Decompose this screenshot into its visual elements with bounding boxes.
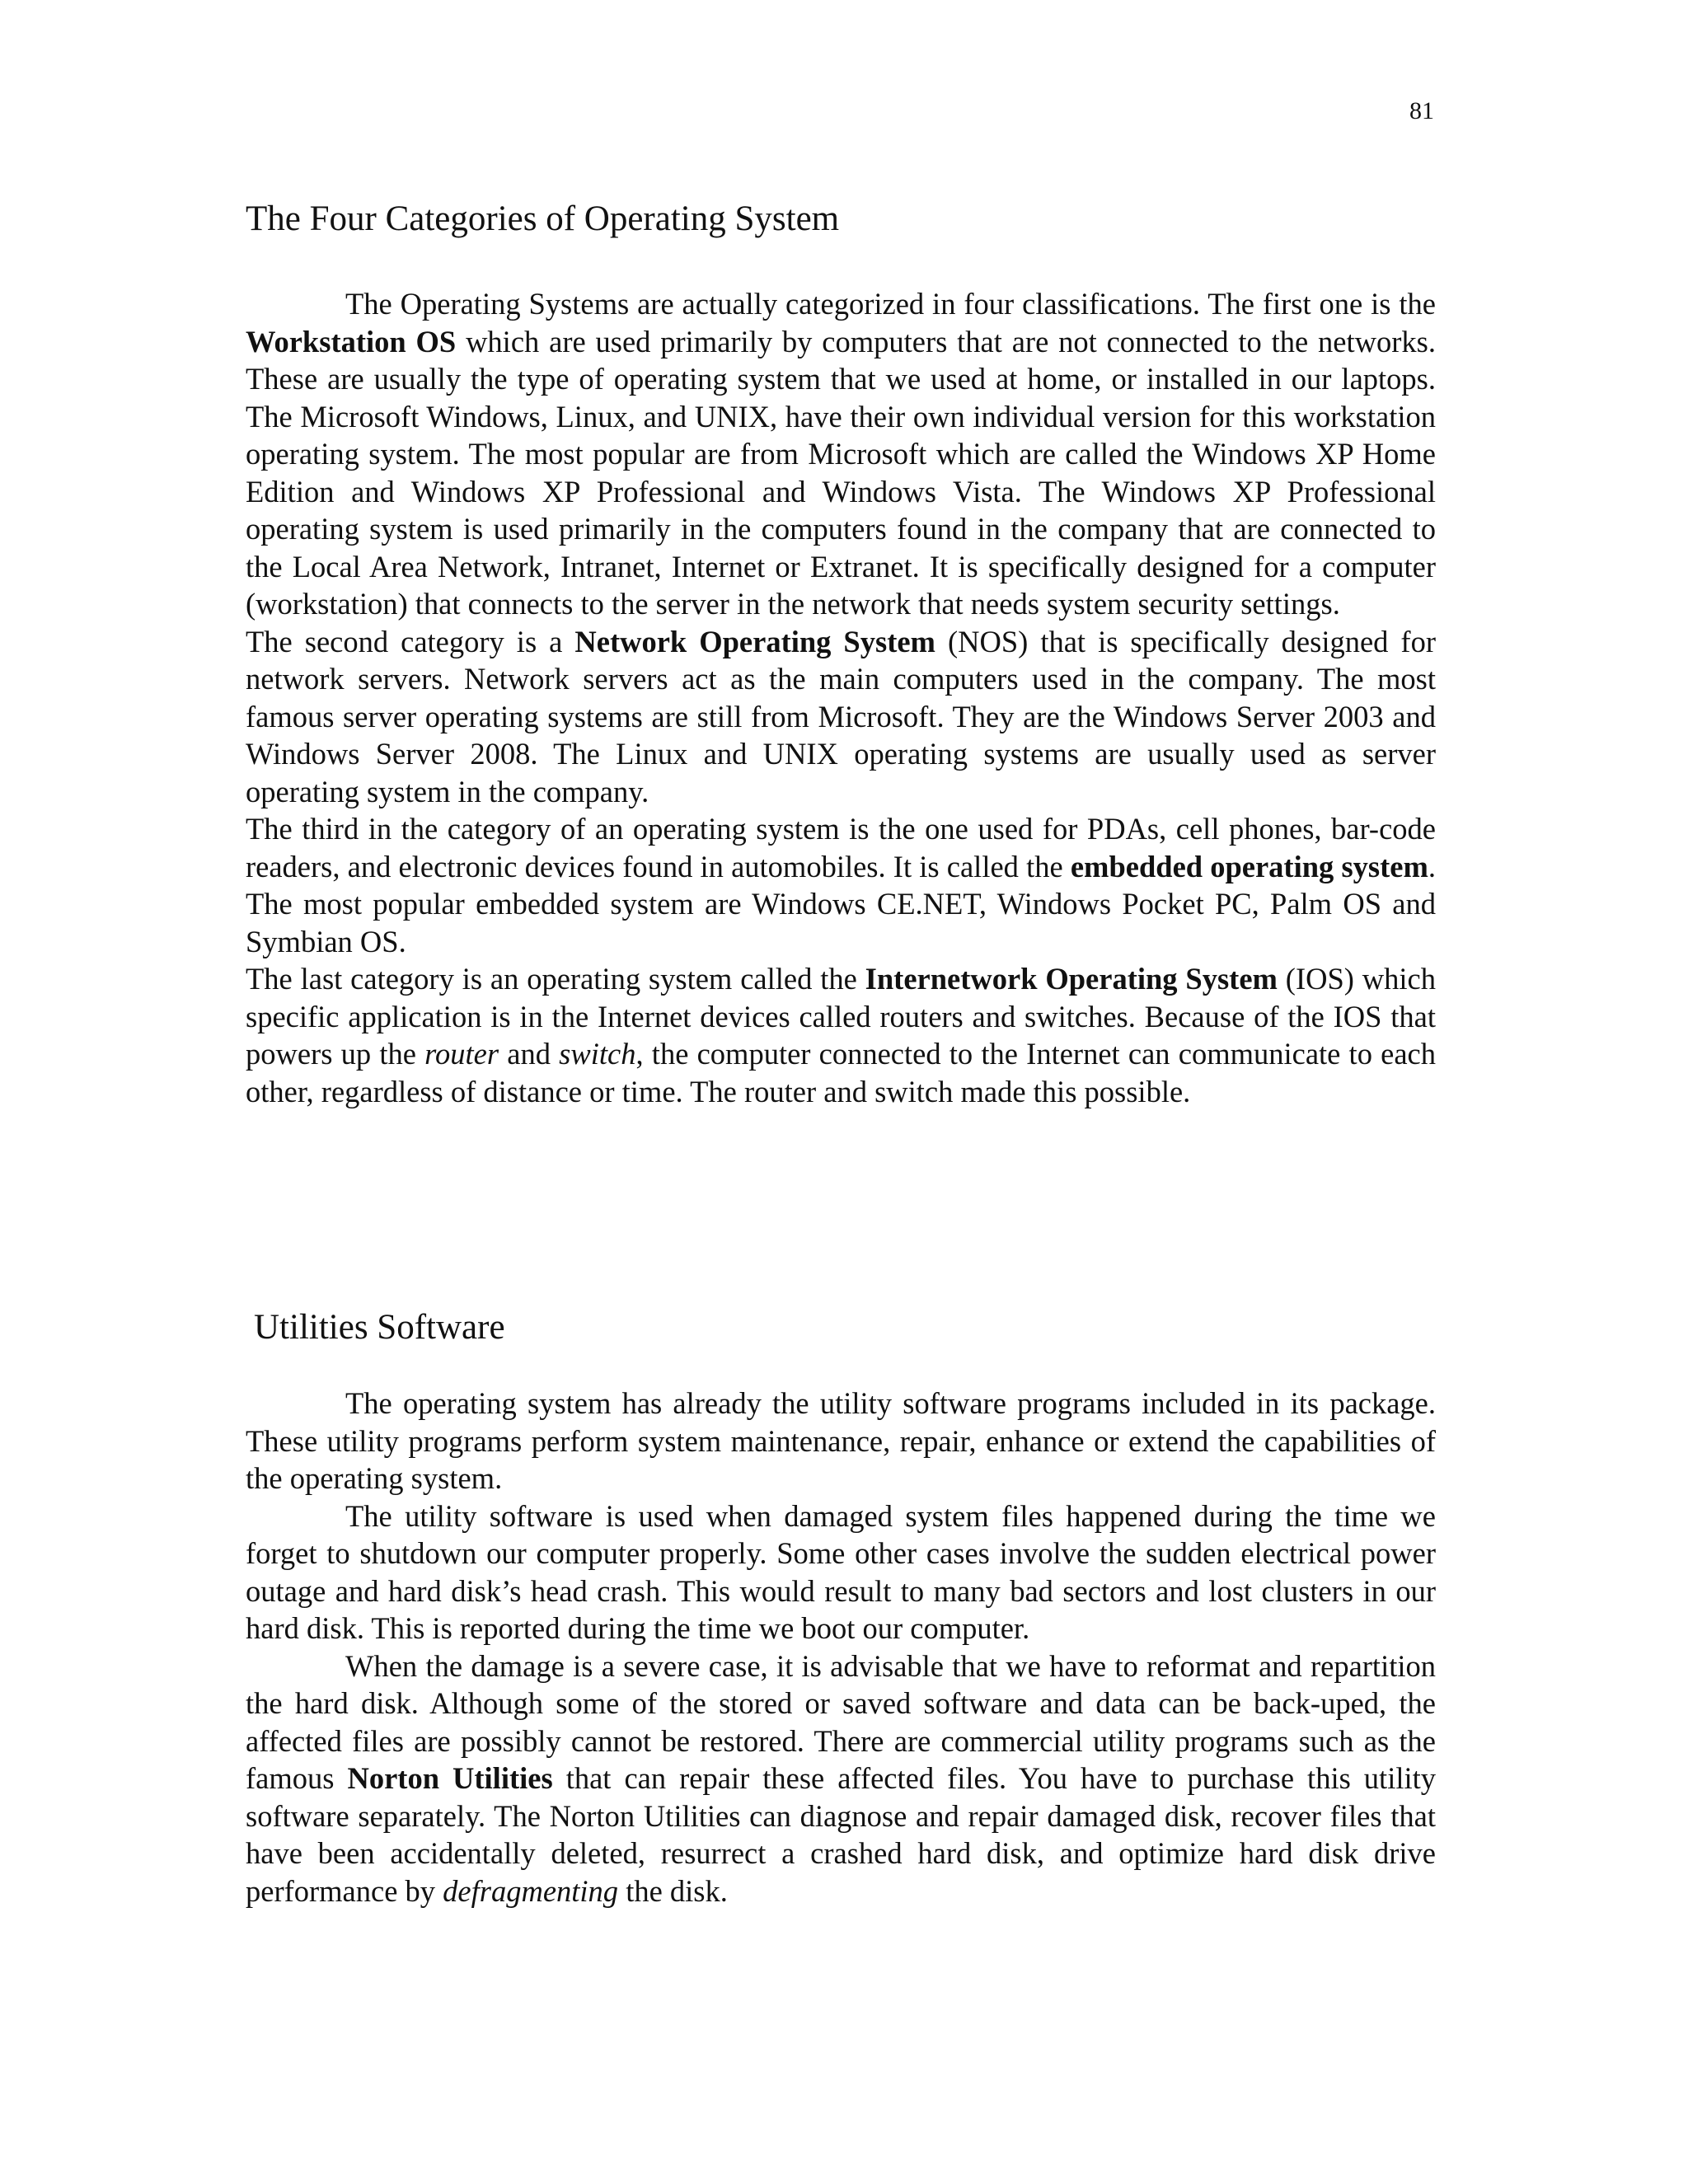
italic-term-defragmenting: defragmenting	[443, 1873, 619, 1908]
bold-term-internetwork-os: Internetwork Operating System	[865, 962, 1278, 996]
paragraph-norton-utilities	[246, 1647, 1436, 1910]
text-run: . The most popular embedded system are Windows CE.NET, Windows Pocket PC, Palm OS and Symbian OS.	[246, 849, 1436, 958]
italic-term-router: router	[424, 1037, 499, 1071]
text-run: which are used primarily by computers that are not connected to the networks. These are usually the type of operating system that we used at home, or installed in our laptops. The Microsoft Windows, Linux, and UNIX, have their own individual version for this workstation operating system. The most popular are from Microsoft which are called the Windows XP Home Edition and Windows XP Professional and Windows Vista. The Windows XP Professional operating system is used primarily in the computers found in the company that are connected to the Local Area Network, Intranet, Internet or Extranet. It is specifically designed for a computer (workstation) that connects to the server in the network that needs system security settings.	[246, 324, 1436, 621]
paragraph-internetwork-os	[246, 960, 1436, 1110]
text-run: When the damage is a severe case, it is advisable that we have to reformat and repartition the hard disk. Although some of the stored or saved software and data can be back-uped, the affected files are possibly cannot be restored. There are commercial utility programs such as the famous	[246, 1648, 1436, 1795]
text-run: (IOS) which specific application is in the Internet devices called routers and switches. Because of the IOS that powers up the	[246, 962, 1437, 1071]
section-heading-utilities-software: Utilities Software	[254, 1308, 505, 1347]
text-run: The second category is a	[246, 624, 575, 658]
paragraph-network-os	[246, 623, 1436, 811]
bold-term-norton-utilities: Norton Utilities	[347, 1761, 553, 1795]
paragraph-utility-usage: The utility software is used when damaged system files happened during the time we forget to shutdown our computer properly. Some other cases involve the sudden electrical power outage and hard disk’s head crash. This would result to many bad sectors and lost clusters in our hard disk. This is reported during the time we boot our computer.	[246, 1498, 1436, 1645]
text-run: The third in the category of an operating system is the one used for PDAs, cell phones, bar-code readers, and electronic devices found in automobiles. It is called the	[246, 812, 1436, 883]
section-body-utilities-software	[246, 1385, 1436, 1910]
paragraph-utility-intro: The operating system has already the utility software programs included in its package. These utility programs perform system maintenance, repair, enhance or extend the capabilities of the operating system.	[246, 1386, 1436, 1495]
section-body-os-categories	[246, 285, 1436, 1110]
text-run: and	[499, 1037, 560, 1071]
bold-term-workstation-os: Workstation OS	[246, 324, 457, 359]
text-run: The Operating Systems are actually categorized in four classifications. The first one is the	[345, 287, 1436, 321]
paragraph-workstation-os	[246, 285, 1436, 623]
text-run: The last category is an operating system called the	[246, 962, 865, 996]
section-heading-os-categories: The Four Categories of Operating System	[246, 199, 840, 238]
text-run: , the computer connected to the Internet can communicate to each other, regardless of distance or time. The router and switch made this possible.	[246, 1037, 1437, 1108]
bold-term-network-os: Network Operating System	[574, 624, 935, 658]
text-run: (NOS) that is specifically designed for network servers. Network servers act as the main computers used in the company. The most famous server operating systems are still from Microsoft. They are the Windows Server 2003 and Windows Server 2008. The Linux and UNIX operating systems are usually used as server operating system in the company.	[246, 624, 1436, 808]
italic-term-switch: switch	[559, 1037, 636, 1071]
bold-term-embedded-os: embedded operating system	[1070, 849, 1428, 883]
text-run: the disk.	[618, 1873, 728, 1908]
text-run: that can repair these affected files. You have to purchase this utility software separately. The Norton Utilities can diagnose and repair damaged disk, recover files that have been accidentally deleted, resurrect a crashed hard disk, and optimize hard disk drive performance by	[246, 1761, 1437, 1908]
paragraph-embedded-os	[246, 810, 1436, 960]
page-number: 81	[1409, 97, 1434, 124]
